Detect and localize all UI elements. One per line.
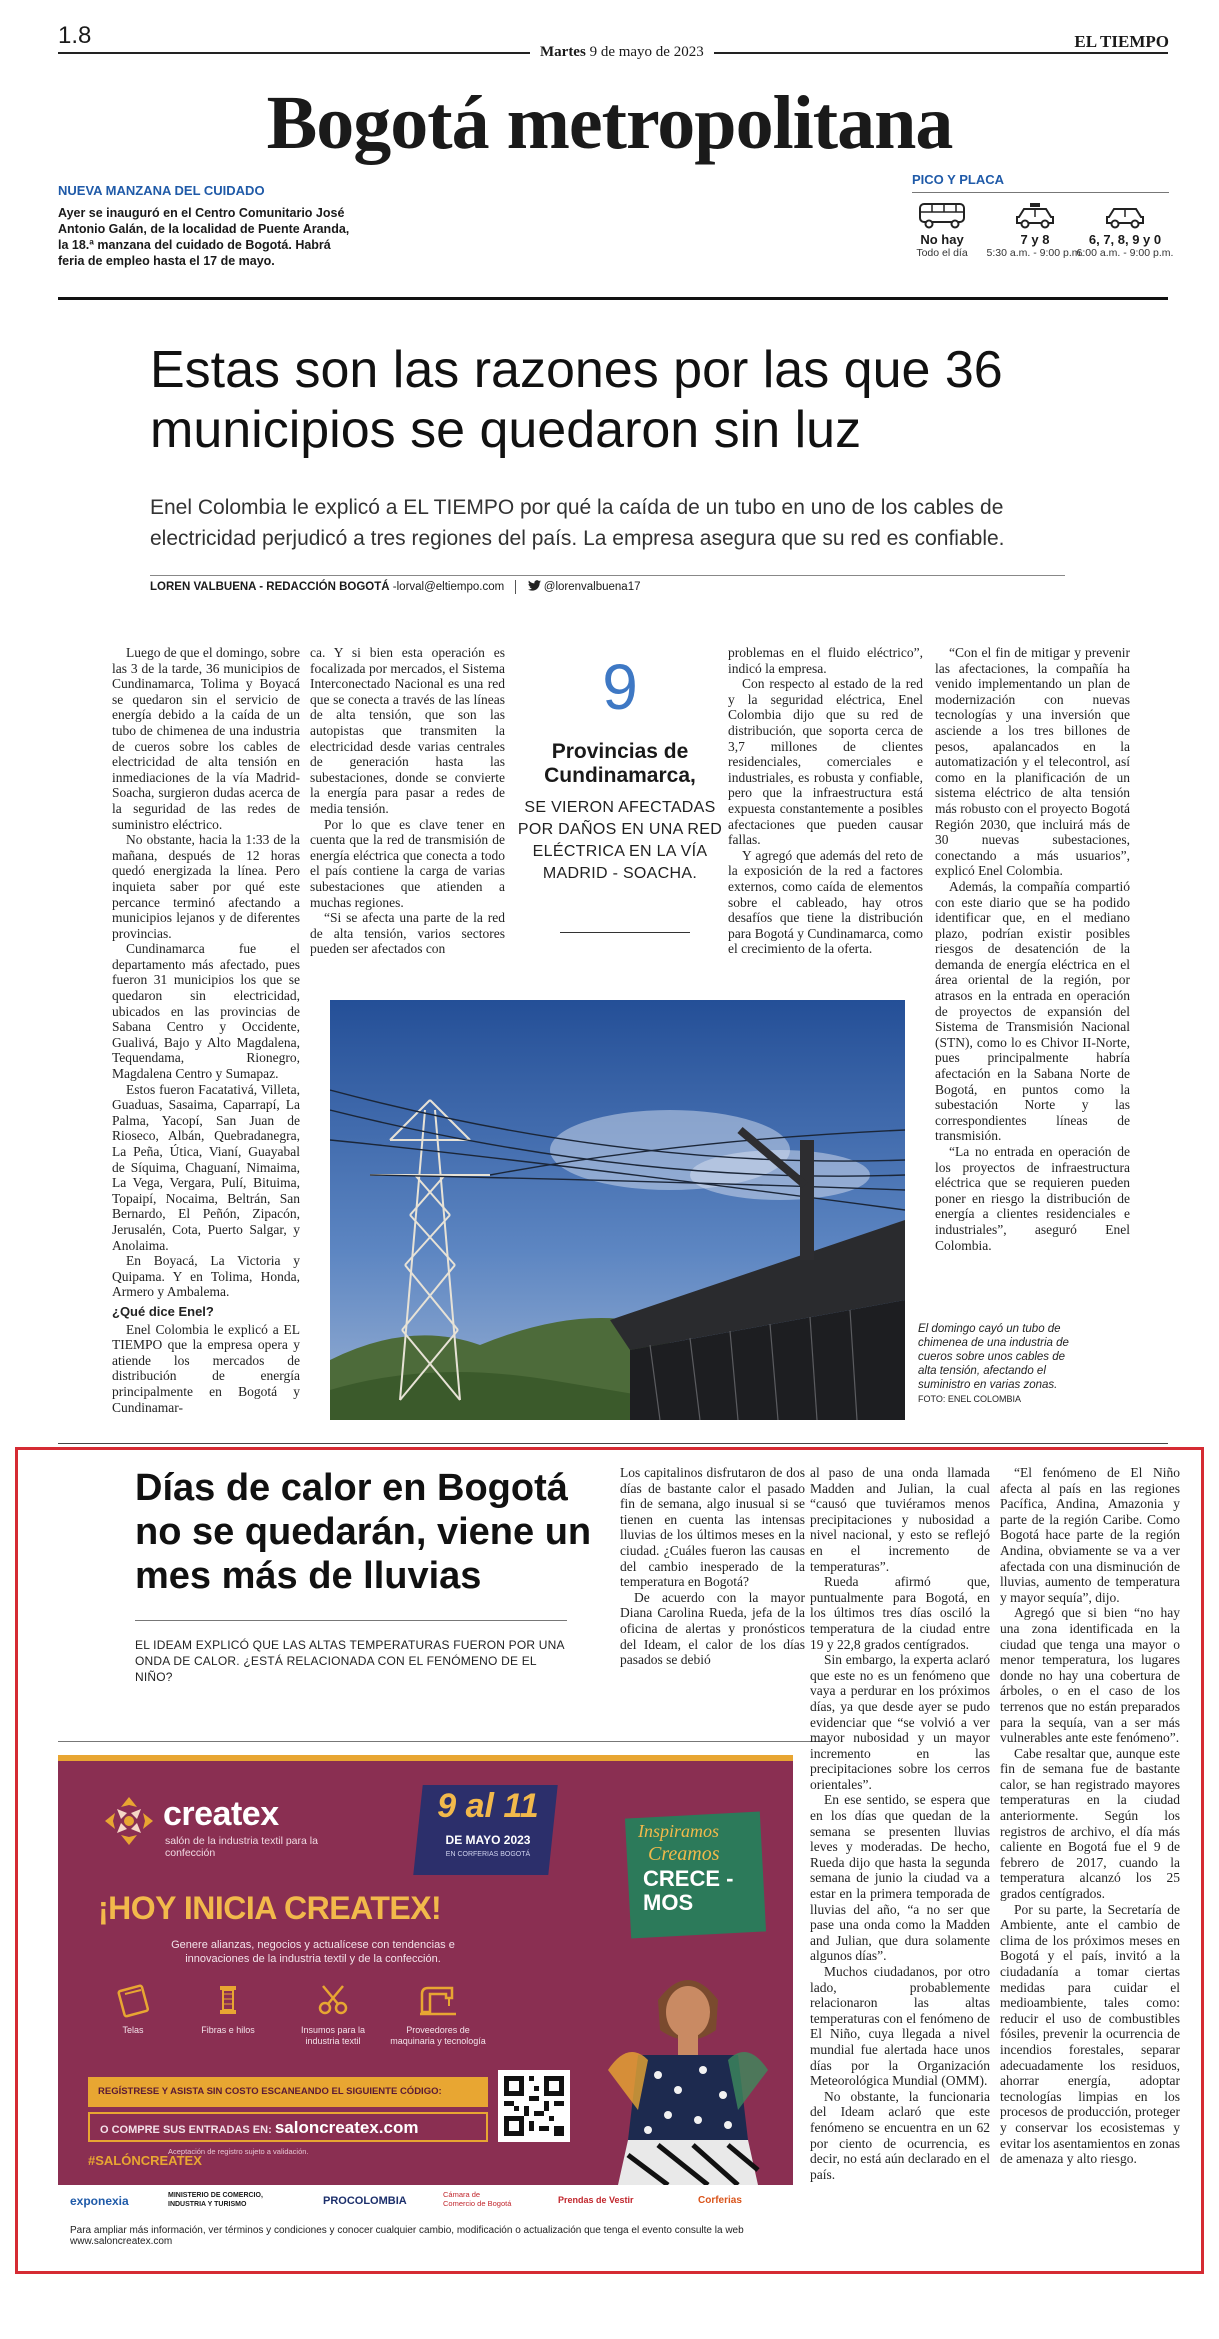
- ad-dates: 9 al 11: [437, 1787, 539, 1825]
- story2-column-2: al paso de una onda llamada Madden and Julian, la cual “causó que tuviéramos menos precipitaciones y nubosidad a nivel nacional, y esto se reflejó en el incremento de temperaturas”. Rueda afirmó que, puntualmente para Bogotá, en los últimos tres días osciló la temperatura de la ciudad entre 19 y 22,8 grados centígrados. Sin embargo, la experta aclaró que este no es un fenómeno que vaya a perdurar en los próximos días, ya que desde ayer se pudo evidenciar que “se volvió a ver mayor nubosidad y un mayor incremento en las precipitaciones sobre los cerros orientales”. En ese sentido, se espera que en los días que quedan de la semana se presenten lluvias leves y moderadas. De hecho, Rueda dijo que hasta la segunda semana de junio la ciudad va a estar en la primera temporada de lluvias del año, “a no ser que pase una onda como la Madden and Julian, que dura solamente algunos días”. Muchos ciudadanos, por otro lado, probablemente relacionaron las altas temperaturas con el fenómeno de El Niño, cuya llegada a nivel mundial fue alertada hace unos días por la Organización Meteorológica Mundial (OMM). No obstante, la funcionaria del Ideam aclaró que este fenómeno se encuentra en un 62 por ciento de ocurrencia, es decir, no está aún declarado en el país.: [810, 1465, 990, 2182]
- ad-brand-sub: salón de la industria textil para la confección: [165, 1835, 318, 1859]
- ad-category-fibras: Fibras e hilos: [188, 1980, 268, 2035]
- masthead-rule: [58, 297, 1168, 300]
- sponsor-corferias: Corferias: [698, 2195, 742, 2206]
- sponsor-ccb: Cámara de Comercio de Bogotá: [443, 2190, 512, 2208]
- thread-spool-icon: [188, 1980, 268, 2025]
- car-icon: [1075, 198, 1175, 232]
- ad-brand: createx: [163, 1795, 279, 1833]
- photo-caption: El domingo cayó un tubo de chimenea de una industria de cueros sobre unos cables de alta tensión, afectando el suministro en varias zonas. FOTO: ENEL COLOMBIA: [918, 1323, 1069, 1404]
- byline-twitter[interactable]: @lorenvalbuena17: [543, 581, 641, 594]
- twitter-icon: [528, 580, 541, 594]
- ad-month: DE MAYO 2023: [445, 1833, 531, 1847]
- fabric-icon: [98, 1980, 168, 2025]
- story-separator: [58, 1443, 1168, 1444]
- ad-category-telas: Telas: [98, 1980, 168, 2035]
- story2-deck: EL IDEAM EXPLICÓ QUE LAS ALTAS TEMPERATURAS FUERON POR UNA ONDA DE CALOR. ¿ESTÁ RELACIONADA CON EL FENÓMENO DE EL NIÑO?: [135, 1638, 565, 1684]
- byline: [150, 580, 641, 594]
- pico-item-car: 6, 7, 8, 9 y 0 6:00 a.m. - 9:00 p.m.: [1075, 198, 1175, 259]
- taxi-icon: [985, 198, 1085, 232]
- byline-author: LOREN VALBUENA - REDACCIÓN BOGOTÁ: [150, 581, 390, 594]
- pullquote-number: 9: [602, 651, 638, 723]
- story2-headline: Días de calor en Bogotá no se quedarán, viene un mes más de lluvias: [135, 1467, 592, 1597]
- pullquote-rule: [560, 932, 690, 933]
- story2-column-1: Los capitalinos disfrutaron de dos días de bastante calor el pasado fin de semana, algo inusual si se tienen en cuenta las intensas lluvias de los últimos meses en la ciudad. ¿Cuáles fueron las causas del cambio inesperado de la temperatura en Bogotá? De acuerdo con la mayor Diana Carolina Rueda, jefa de la oficina de alertas y pronósticos del Ideam, el calor de los días pasados se debió: [620, 1465, 805, 1668]
- sponsor-exponexia: exponexia: [70, 2194, 129, 2208]
- photo-credit: FOTO: ENEL COLOMBIA: [918, 1394, 1022, 1404]
- ad-subtext: Genere alianzas, negocios y actualícese con tendencias e innovaciones de la industria textil y de la confección.: [171, 1939, 455, 1965]
- ad-model-illustration: [598, 1940, 778, 2185]
- article-headline: Estas son las razones por las que 36 municipios se quedaron sin luz: [150, 341, 1003, 459]
- brief-text: Ayer se inauguró en el Centro Comunitario José Antonio Galán, de la localidad de Puente Aranda, la 18.ª manzana del cuidado de Bogotá. Habrá feria de empleo hasta el 17 de mayo.: [58, 206, 350, 268]
- ad-fine-print: Aceptación de registro sujeto a validación.: [168, 2147, 309, 2156]
- ad-hashtag: #SALÓNCREATEX: [88, 2153, 202, 2168]
- story2-column-3: “El fenómeno de El Niño afecta al país en las regiones Pacífica, Andina, Amazonia y parte de la región Caribe. Como Bogotá hace parte de la región Andina, obviamente se va a ver afectada con una disminución de lluvias, aumento de temperatura y mayor sequía”, dijo. Agregó que si bien “no hay una zona identificada en la ciudad que tenga una mayor o menor temperatura, los lugares donde no hay una cobertura de árboles, o en el caso de los terrenos que no están preparados para la sequía, van a ser más vulnerables ante este fenómeno”. Cabe resaltar que, aunque este fin de semana fue de bastante calor, se han registrado mayores temperaturas en la ciudad anteriormente. Según los registros de archivo, el día más caliente en Bogotá fue el 9 de febrero de 2017, cuando la temperatura alcanzó los 25 grados centígrados. Por su parte, la Secretaría de Ambiente, ante el cambio de clima de los próximos meses en Bogotá y el país, invitó a la ciudadanía a tomar ciertas medidas para cuidar el medioambiente, tales como: reducir el uso de combustibles fósiles, prevenir la ocurrencia de incendios forestales, separar adecuadamente los residuos, ahorrar energía, adoptar tecnologías limpias en los procesos de producción, proteger y conservar los ecosistemas y evitar los asentamientos en zonas de amenaza y alto riesgo.: [1000, 1465, 1180, 2167]
- ad-slogan-3: CRECE -MOS: [643, 1866, 734, 1915]
- article-column-2: ca. Y si bien esta operación es focalizada por mercados, el Sistema Interconectado Nacional es una red que se conecta a través de las líneas de alta tensión, que son las autopistas que transmiten la electricidad desde varias centrales de generación hasta las subestaciones, donde se convierte la energía para pasar a redes de media tensión. Por lo que es clave tener en cuenta que la red de transmisión de energía eléctrica que conecta a todo el país contiene la carga de varias subestaciones que atienden a muchas regiones. “Si se afecta una parte de la red de alta tensión, varios sectores pueden ser afectados con: [310, 645, 505, 957]
- sponsor-procolombia: PROCOLOMBIA: [323, 2195, 407, 2207]
- createx-advertisement[interactable]: [58, 1755, 793, 2220]
- newspaper-brand: EL TIEMPO: [1074, 32, 1169, 51]
- ad-register-text: REGÍSTRESE Y ASISTA SIN COSTO ESCANEANDO EL SIGUIENTE CÓDIGO:: [98, 2086, 442, 2097]
- sewing-machine-icon: [388, 1980, 488, 2025]
- byline-email[interactable]: -lorval@eltiempo.com: [392, 581, 505, 594]
- ad-legal-text: Para ampliar más información, ver términos y condiciones y conocer cualquier cambio, modificación o actualización que tenga el evento consulte la web www.saloncreatex.com: [70, 2225, 744, 2247]
- subhead: ¿Qué dice Enel?: [112, 1303, 214, 1319]
- article-column-4: “Con el fin de mitigar y prevenir las afectaciones, la compañía ha venido implementando un plan de modernización con nuevas tecnologías y una inversión que asciende a los tres billones de pesos, apalancados en la automatización y el telecontrol, así como en la planificación de un sistema eléctrico de alta tensión más robusto con el proyecto Bogotá Región 2030, que incluirá más de 30 nuevas subestaciones, conectando a más usuarios”, explicó Enel Colombia. Además, la compañía compartió con este diario que se ha podido identificar que, en el mediano plazo, podrían existir posibles riesgos de desatención de la demanda de energía eléctrica en el área oriental de la región, por atrasos en la entrada en operación de proyectos de expansión del Sistema de Transmisión Nacional (STN), como lo es Chivor II-Norte, pues principalmente habría afectación en la Sabana Norte de Bogotá, en puntos como la subestación Norte y las correspondientes líneas de transmisión. “La no entrada en operación de los proyectos de infraestructura eléctrica que se requieren pueden poner en riesgo la distribución de energía a clientes residenciales e industriales”, aseguró Enel Colombia.: [935, 645, 1130, 1253]
- brief-label: NUEVA MANZANA DEL CUIDADO: [58, 183, 265, 198]
- pico-item-bus: No hay Todo el día: [912, 198, 972, 259]
- qr-code-icon[interactable]: [498, 2070, 570, 2142]
- article-column-3: problemas en el fluido eléctrico”, indicó la empresa. Con respecto al estado de la red y la seguridad eléctrica, Enel Colombia dijo que su red de distribución, que soporta cerca de 3,7 millones de clientes residenciales, comerciales e industriales, es robusta y confiable, pero que la infraestructura está expuesta constantemente a posibles afectaciones que pueden causar fallas. Y agregó que además del reto de la exposición de la red a factores externos, como caída de elementos sobre el cableado, hay otros desafíos que tiene la distribución para Bogotá y Cundinamarca, como el crecimiento de la oferta.: [728, 645, 923, 957]
- createx-logo-icon: [103, 1795, 155, 1852]
- ad-sponsors: [58, 2185, 793, 2220]
- ad-categories: [98, 1980, 486, 2070]
- ad-buy[interactable]: O COMPRE SUS ENTRADAS EN: saloncreatex.com: [100, 2118, 419, 2137]
- article-deck: Enel Colombia le explicó a EL TIEMPO por qué la caída de un tubo en uno de los cables de electricidad perjudicó a tres regiones del país. La empresa asegura que su red es confiable.: [150, 496, 1005, 550]
- sponsor-mincomercio: MINISTERIO DE COMERCIO, INDUSTRIA Y TURISMO: [168, 2192, 263, 2208]
- pico-placa-label: PICO Y PLACA: [912, 172, 1004, 187]
- pico-placa-rule: [912, 192, 1169, 193]
- sponsor-prendas: Prendas de Vestir: [558, 2195, 634, 2205]
- issue-date: Martes 9 de mayo de 2023: [530, 44, 714, 61]
- story2-rule-bottom: [58, 1741, 828, 1742]
- ad-slogan-2: Creamos: [648, 1843, 720, 1865]
- pullquote-title: Provincias de Cundinamarca,: [544, 740, 696, 787]
- ad-category-maquinaria: Proveedores de maquinaria y tecnología: [388, 1980, 488, 2047]
- ad-slogan-1: Inspiramos: [638, 1821, 720, 1841]
- ad-venue: EN CORFERIAS BOGOTÁ: [445, 1851, 531, 1858]
- ad-headline: ¡HOY INICIA CREATEX!: [98, 1890, 442, 1926]
- bus-icon: [912, 198, 972, 232]
- section-title: Bogotá metropolitana: [266, 81, 953, 165]
- ad-top-bar: [58, 1755, 793, 1761]
- article-column-1: Luego de que el domingo, sobre las 3 de la tarde, 36 municipios de Cundinamarca, Tolima y Boyacá se quedaron sin el servicio de energía debido a la caída de un tubo de chimenea de una industria de cueros sobre los cables de electricidad de alta tensión en inmediaciones de la vía Madrid-Soacha, surgieron dudas acerca de la seguridad de las redes de suministro eléctrico. No obstante, hacia la 1:33 de la mañana, después de 12 horas quedó energizada la línea. Pero inquieta saber por qué este percance terminó afectando a municipios lejanos y de diferentes provincias. Cundinamarca fue el departamento más afectado, pues fueron 31 municipios los que se quedaron sin electricidad, ubicados en las provincias de Sabana Centro y Occidente, Gualivá, Bajo y Alto Magdalena, Tequendama, Rionegro, Magdalena Centro y Sumapaz. Estos fueron Facatativá, Villeta, Guaduas, Sasaima, Caparrapí, La Palma, Yacopí, San Juan de Rioseco, Albán, Quebradanegra, La Peña, Útica, Vianí, Guayabal de Síquima, Chaguaní, Nimaima, La Vega, Vergara, Pulí, Bituima, Topaipí, Nocaima, Beltrán, San Bernardo, El Peñón, Zipacón, Jerusalén, Cota, Puerto Salgar, y Anolaima. En Boyacá, La Victoria y Quipama. Y en Tolima, Honda, Armero y Ambalema. ¿Qué dice Enel? Enel Colombia le explicó a EL TIEMPO que la empresa opera y atiende los mercados de distribución de energía principalmente en Bogotá y Cundinamar-: [112, 645, 300, 1415]
- story2-rule: [135, 1620, 567, 1621]
- article-photo: [330, 1000, 905, 1420]
- pico-item-taxi: 7 y 8 5:30 a.m. - 9:00 p.m.: [985, 198, 1085, 259]
- byline-rule: [150, 575, 1065, 576]
- page-number: 1.8: [58, 22, 92, 49]
- scissors-icon: [288, 1980, 378, 2025]
- ad-category-insumos: Insumos para la industria textil: [288, 1980, 378, 2047]
- ad-buy-url: saloncreatex.com: [274, 2118, 419, 2137]
- pullquote-text: SE VIERON AFECTADAS POR DAÑOS EN UNA RED ELÉCTRICA EN LA VÍA MADRID - SOACHA.: [517, 799, 723, 882]
